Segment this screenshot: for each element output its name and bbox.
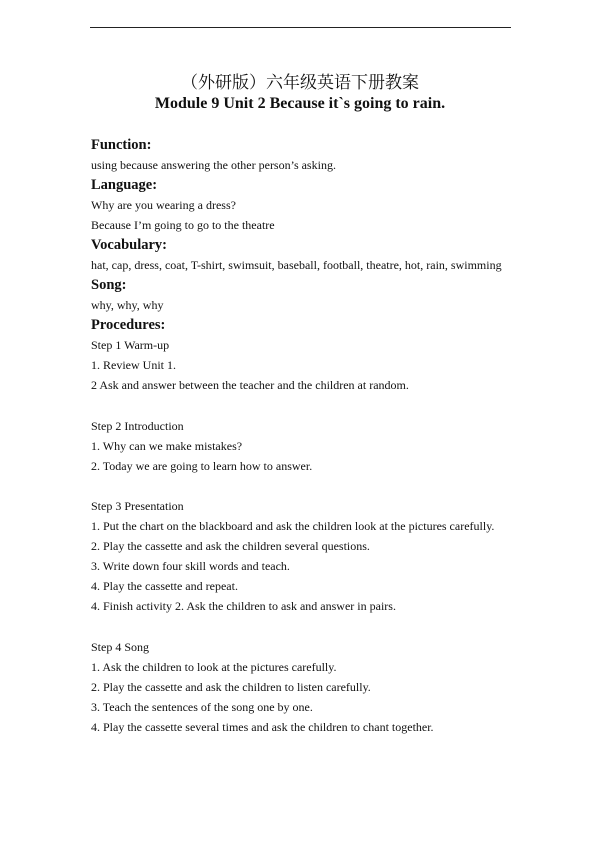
step-title: Step 2 Introduction [91, 418, 184, 433]
step-item: 2. Play the cassette and ask the children several questions. [91, 539, 370, 553]
step-item: 1. Ask the children to look at the pictures carefully. [91, 659, 337, 674]
language-line: Because I’m going to go to the theatre [91, 218, 275, 232]
song-heading: Song: [91, 277, 127, 293]
step-item: 3. Teach the sentences of the song one by one. [91, 699, 313, 714]
procedures-heading: Procedures: [91, 317, 166, 333]
page-title: Module 9 Unit 2 Because it`s going to rain. [154, 95, 446, 112]
step-item: 3. Write down four skill words and teach. [91, 559, 290, 573]
vocabulary-heading: Vocabulary: [91, 237, 167, 253]
page-title-chinese: （外研版）六年级英语下册教案 [181, 73, 419, 93]
document-body [91, 135, 571, 737]
blank-line [91, 395, 571, 416]
step-item: 4. Play the cassette several times and ask the children to chant together. [91, 719, 434, 734]
step-title: Step 4 Song [91, 639, 150, 654]
language-line: Why are you wearing a dress? [91, 198, 236, 212]
step-item: 1. Review Unit 1. [91, 358, 176, 372]
step-item: 2. Today we are going to learn how to answer. [91, 458, 313, 473]
step-item: 2 Ask and answer between the teacher and the children at random. [91, 378, 409, 392]
step-item: 4. Play the cassette and repeat. [91, 579, 238, 593]
function-line: using because answering the other person’s asking. [91, 158, 336, 172]
function-heading: Function: [91, 137, 152, 153]
step-title: Step 3 Presentation [91, 499, 184, 513]
blank-line [91, 616, 571, 637]
header-rule [90, 27, 511, 28]
blank-line [91, 476, 571, 497]
step-item: 2. Play the cassette and ask the children to listen carefully. [91, 679, 371, 694]
vocabulary-line: hat, cap, dress, coat, T-shirt, swimsuit, baseball, football, theatre, hot, rain, swimming [91, 258, 502, 272]
song-line: why, why, why [91, 298, 164, 312]
step-item: 4. Finish activity 2. Ask the children to ask and answer in pairs. [91, 599, 396, 613]
step-item: 1. Put the chart on the blackboard and ask the children look at the pictures carefully. [91, 519, 495, 533]
step-item: 1. Why can we make mistakes? [91, 438, 243, 453]
language-heading: Language: [91, 177, 158, 193]
step-title: Step 1 Warm-up [91, 338, 170, 352]
